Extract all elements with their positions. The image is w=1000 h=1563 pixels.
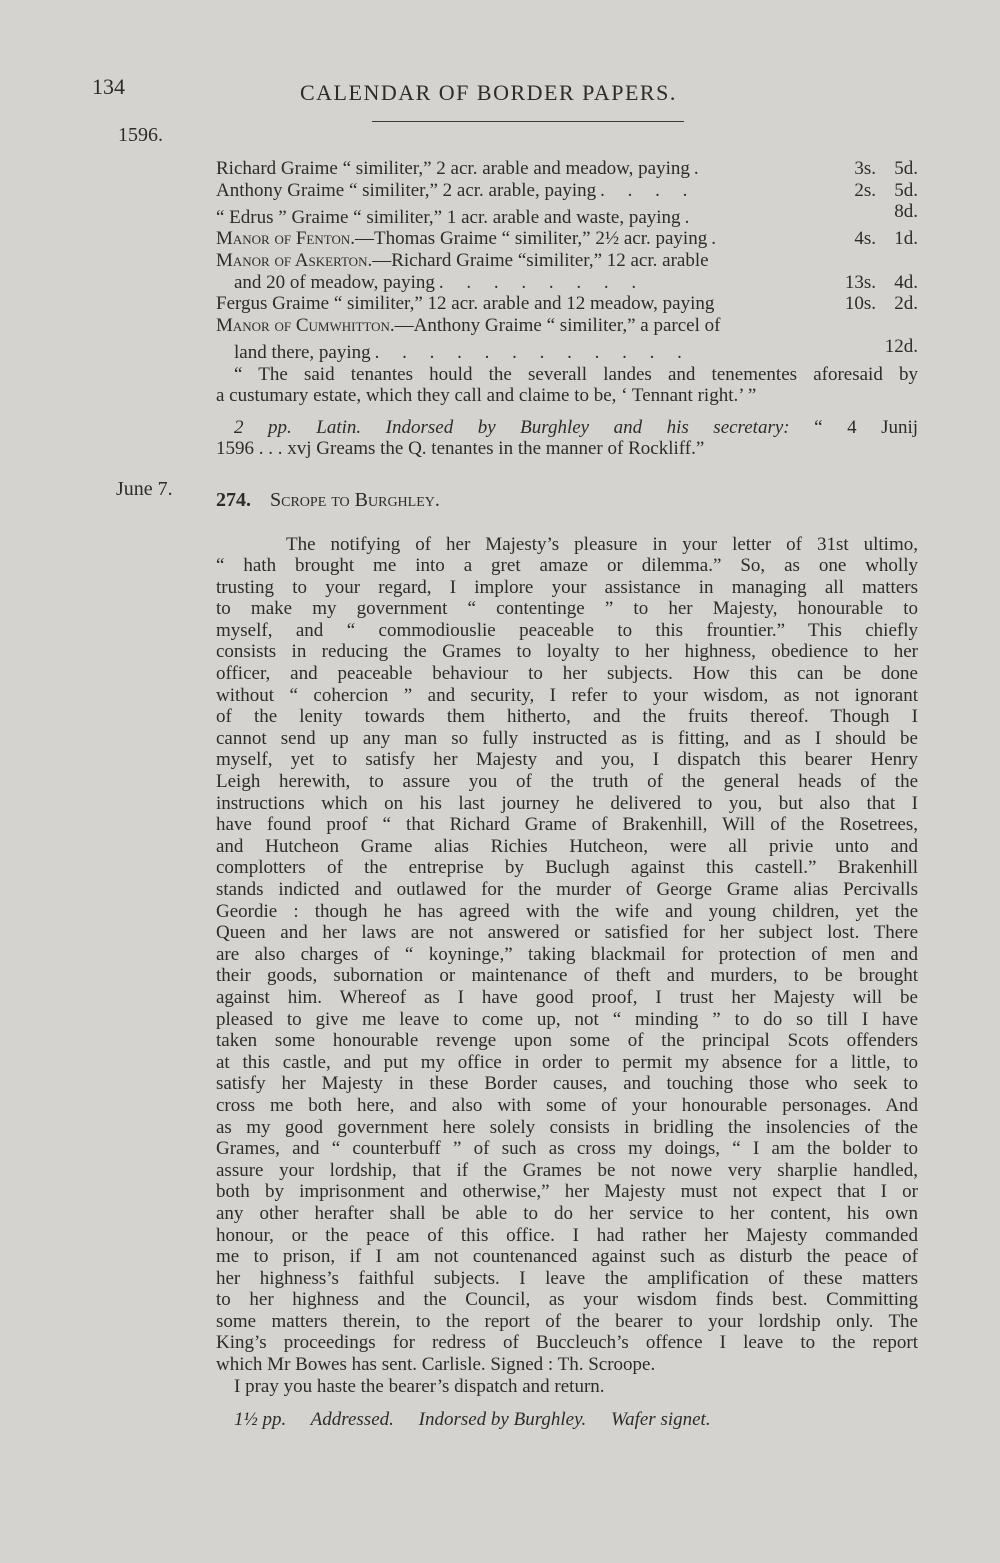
schedule-text [216, 315, 720, 337]
note-pages: 2 pp. [234, 416, 292, 438]
indorsement-note [216, 417, 918, 460]
letter-line: her highness’s faithful subjects. I leave the amplification of these matters [216, 1267, 918, 1289]
amount [810, 272, 918, 294]
page-number: 134 [92, 74, 125, 99]
letter-line: consists in reducing the Grames to loyalty to her highness, obedience to her [216, 641, 918, 663]
letter-line: Leigh herewith, to assure you of the truth of the general heads of the [216, 771, 918, 793]
letter-line: Geordie : though he has agreed with the wife and young children, yet the [216, 900, 918, 922]
amount-pence: 8d. [894, 201, 918, 223]
closing-quote [216, 364, 918, 407]
leader-dots: . . . . . . . . . . . . [374, 341, 691, 363]
schedule-text [234, 272, 435, 294]
amount-pence: 4d. [894, 271, 918, 293]
schedule-text [216, 293, 714, 315]
leader-dots: . . . . [600, 179, 697, 201]
schedule-line [216, 201, 918, 228]
letter-line: their goods, subornation or maintenance of theft and murders, to be brought [216, 965, 918, 987]
schedule-description: Richard Graime “ similiter,” 2 acr. arable and meadow, paying [216, 158, 690, 179]
amount-pence: 12d. [884, 336, 918, 358]
letter-line: are also charges of “ koyninge,” taking blackmail for protection of men and [216, 943, 918, 965]
schedule-text [216, 158, 690, 180]
letter-line: to make my government “ contentinge ” to her Majesty, honourable to [216, 598, 918, 620]
schedule-line [216, 228, 918, 250]
schedule-description: Fergus Graime “ similiter,” 12 acr. arable and 12 meadow, paying [216, 293, 715, 315]
quote-line: a custumary estate, which they call and claime to be, ‘ Tennant right.’ ” [216, 385, 757, 407]
schedule-line [216, 272, 918, 294]
letter-line: officer, and peaceable behaviour to her subjects. How this can be done [216, 663, 918, 685]
schedule-description: Anthony Graime “ similiter,” 2 acr. arable, paying [216, 179, 597, 201]
letter-line: King’s proceedings for redress of Buccleuch’s offence I leave to the report [216, 1332, 918, 1354]
amount-shillings: 3s. [854, 158, 876, 179]
letter-line: “ hath brought me into a gret amaze or dilemma.” So, as one wholly [216, 555, 918, 577]
amount-shillings: 10s. [844, 293, 876, 315]
amount [810, 180, 918, 202]
schedule-line [216, 180, 918, 202]
margin-date: June 7. [116, 478, 173, 500]
letter-line: The notifying of her Majesty’s pleasure in your letter of 31st ultimo, [286, 533, 918, 555]
amount-shillings: 2s. [854, 179, 876, 201]
letter-line: Grames, and “ counterbuff ” of such as cross my doings, “ I am the bolder to [216, 1138, 918, 1160]
entry-title: Scrope to Burghley. [270, 488, 440, 511]
running-title: CALENDAR OF BORDER PAPERS. [300, 80, 677, 105]
schedule-text [216, 228, 707, 250]
tenant-schedule [216, 158, 918, 364]
leader-dots: . [693, 158, 708, 179]
schedule-text [216, 250, 709, 272]
footer-addressed: Addressed. [310, 1409, 394, 1431]
title-rule [372, 121, 684, 122]
note-latin: Latin. [316, 416, 362, 438]
amount [810, 228, 918, 250]
footer-note [216, 1409, 918, 1431]
amount [810, 293, 918, 315]
entry-number: 274. [216, 488, 251, 511]
manor-name: Manor of Askerton. [216, 249, 373, 271]
page-body [216, 158, 918, 1431]
letter-line: stands indicted and outlawed for the murder of George Grame alias Percivalls [216, 879, 918, 900]
schedule-description: —Anthony Graime “ similiter,” a parcel of [394, 314, 721, 336]
schedule-description: land there, paying [234, 341, 371, 363]
amount [810, 201, 918, 223]
manor-name: Manor of Cumwhitton. [216, 314, 395, 336]
margin-year: 1596. [118, 124, 163, 146]
letter-line: have found proof “ that Richard Grame of Brakenhill, Will of the Rosetrees, [216, 814, 918, 836]
letter-line: cannot send up any man so fully instructed as is fitting, and as I should be [216, 727, 918, 749]
amount [810, 336, 918, 358]
letter-line: instructions which on his last journey he delivered to you, but also that I [216, 792, 918, 814]
amount-pence: 5d. [894, 179, 918, 201]
amount-pence: 5d. [894, 158, 918, 179]
letter-line: honour, or the peace of this office. I had rather her Majesty commanded [216, 1224, 918, 1246]
schedule-description: —Thomas Graime “ similiter,” 2½ acr. paying [354, 228, 708, 250]
schedule-description: —Richard Graime “similiter,” 12 acr. arable [372, 249, 709, 271]
letter-line: trusting to your regard, I implore your assistance in managing all matters [216, 576, 918, 598]
letter-line: both by imprisonment and otherwise,” her Majesty must not expect that I or [216, 1181, 918, 1203]
postscript: I pray you haste the bearer’s dispatch and return. [234, 1375, 605, 1397]
letter-line: taken some honourable revenge upon some of the principal Scots offenders [216, 1030, 918, 1052]
schedule-line [216, 250, 918, 272]
note-indorsed: Indorsed by Burghley and his secretary: [385, 416, 790, 438]
letter-line: assure your lordship, that if the Grames be not nowe very sharplie handled, [216, 1159, 918, 1181]
letter-line: myself, and “ commodiouslie peaceable to this frountier.” This chiefly [216, 619, 918, 641]
note-date: “ 4 Junij [814, 416, 919, 438]
amount-shillings: 13s. [844, 271, 876, 293]
amount-pence: 1d. [894, 228, 918, 250]
schedule-line [216, 315, 918, 337]
quote-line: “ The said tenantes hould the severall landes and tenementes aforesaid by [234, 363, 918, 385]
schedule-line [216, 158, 918, 180]
letter-line: some matters therein, to the report of the bearer to your lordship only. The [216, 1310, 918, 1332]
letter-line: as my good government here solely consists in bridling the insolencies of the [216, 1116, 918, 1138]
letter-line: any other herafter shall be able to do her service to her content, his own [216, 1202, 918, 1224]
schedule-description: and 20 of meadow, paying [234, 271, 435, 293]
letter-line: and Hutcheon Grame alias Richies Hutcheon, were all privie unto and [216, 835, 918, 857]
note-line [216, 417, 918, 439]
footer-indorsed: Indorsed by Burghley. [418, 1409, 587, 1431]
letter-line: pleased to give me leave to come up, not “ minding ” to do so till I have [216, 1008, 918, 1030]
letter-line: which Mr Bowes has sent. Carlisle. Signed : Th. Scroope. [216, 1354, 656, 1376]
letter-line: satisfy her Majesty in these Border causes, and touching those who seek to [216, 1073, 918, 1095]
schedule-text [234, 342, 371, 364]
schedule-line [216, 293, 918, 315]
letter-line: cross me both here, and also with some of your honourable personages. And [216, 1094, 918, 1116]
letter-line: Queen and her laws are not answered or satisfied for her subject lost. There [216, 922, 918, 944]
note-line: 1596 . . . xvj Greams the Q. tenantes in the manner of Rockliff.” [216, 438, 705, 460]
entry-heading [216, 490, 918, 512]
leader-dots: . [711, 228, 725, 250]
footer-pages: 1½ pp. [234, 1409, 287, 1431]
letter-body [216, 534, 918, 1376]
schedule-text [216, 180, 596, 202]
manor-name: Manor of Fenton. [216, 228, 355, 250]
letter-line: myself, yet to satisfy her Majesty and you, I dispatch this bearer Henry [216, 749, 918, 771]
letter-line: without “ cohercion ” and security, I refer to your wisdom, as not ignorant [216, 684, 918, 706]
letter-line: complotters of the entreprise by Buclugh against this castell.” Brakenhill [216, 857, 918, 879]
schedule-line [216, 336, 918, 363]
amount-shillings: 4s. [854, 228, 876, 250]
letter-line: me to prison, if I am not countenanced against such as disturb the peace of [216, 1246, 918, 1268]
letter-line: to her highness and the Council, as your wisdom finds best. Committing [216, 1289, 918, 1311]
letter-line: against him. Whereof as I have good proof, I trust her Majesty will be [216, 986, 918, 1008]
footer-wafer: Wafer signet. [611, 1409, 711, 1431]
letter-line: at this castle, and put my office in order to permit my absence for a little, to [216, 1051, 918, 1073]
leader-dots: . . . . . . . . [438, 271, 646, 293]
leader-dots: . [684, 206, 699, 228]
schedule-description: “ Edrus ” Graime “ similiter,” 1 acr. arable and waste, paying [216, 206, 681, 228]
amount-shillings [826, 336, 876, 358]
amount-shillings [826, 201, 876, 223]
letter-line: of the lenity towards them hitherto, and the fruits thereof. Though I [216, 706, 918, 728]
schedule-text [216, 207, 681, 229]
amount-pence: 2d. [894, 293, 918, 315]
amount [810, 158, 918, 180]
